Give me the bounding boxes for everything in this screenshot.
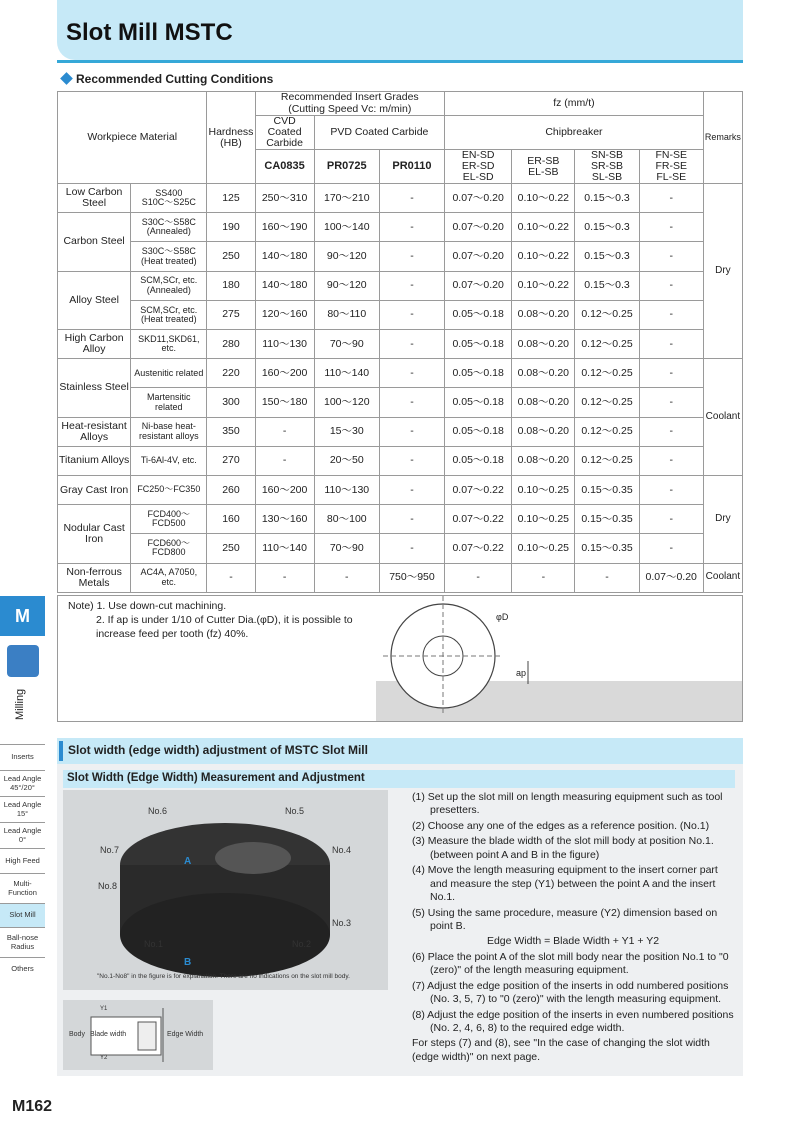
sidebar-item[interactable]: Slot Mill (0, 903, 45, 927)
material-grade: SCM,SCr, etc. (Annealed) (131, 271, 207, 300)
material-grade: Ni-base heat- resistant alloys (131, 417, 207, 446)
table-cell: 90～120 (314, 242, 379, 271)
table-cell: - (639, 300, 703, 329)
table-cell: 15～30 (314, 417, 379, 446)
sidebar-item[interactable]: Inserts (0, 744, 45, 770)
material-grade: S30C～S58C (Annealed) (131, 213, 207, 242)
table-row (58, 213, 743, 242)
table-cell: 0.05～0.18 (445, 417, 512, 446)
fz-header: fz (mm/t) (445, 92, 704, 116)
pvd-header: PVD Coated Carbide (314, 116, 444, 150)
table-cell: 0.15～0.35 (575, 534, 639, 563)
table-cell: 260 (207, 475, 255, 504)
sidebar-item[interactable]: Ball-nose Radius (0, 927, 45, 957)
table-cell: 0.10～0.22 (512, 242, 575, 271)
table-cell: 100～120 (314, 388, 379, 417)
material-grade: AC4A, A7050, etc. (131, 563, 207, 592)
table-cell: - (639, 330, 703, 359)
page-number: M162 (12, 1098, 53, 1115)
table-cell: - (639, 213, 703, 242)
table-cell: 170～210 (314, 184, 379, 213)
remark-cell: Dry (703, 184, 742, 359)
diag-body: Body (69, 1031, 85, 1038)
table-cell: - (379, 330, 444, 359)
material-group: Carbon Steel (58, 213, 131, 271)
table-cell: - (379, 242, 444, 271)
table-cell: 350 (207, 417, 255, 446)
table-row (58, 446, 743, 475)
table-cell: 0.07～0.20 (639, 563, 703, 592)
table-cell: - (314, 563, 379, 592)
step-text: (3) Measure the blade width of the slot mill body at position No.1. (between point A and B in the figure) (412, 835, 714, 861)
table-cell: 0.08～0.20 (512, 388, 575, 417)
table-cell: - (639, 359, 703, 388)
table-cell: - (379, 446, 444, 475)
step-text: (7) Adjust the edge position of the inserts in odd numbered positions (No. 3, 5, 7) to "0 (zero)" with the length measuring equipment. (412, 979, 729, 1006)
table-cell: - (379, 300, 444, 329)
table-cell: - (379, 534, 444, 563)
grades-header (255, 92, 445, 116)
table-cell: 250 (207, 534, 255, 563)
insert-rect (138, 1022, 156, 1050)
table-cell: - (639, 505, 703, 534)
table-cell: - (639, 475, 703, 504)
table-cell: 0.15～0.3 (575, 213, 639, 242)
table-cell: 80～100 (314, 505, 379, 534)
table-row (58, 330, 743, 359)
table-cell: 750～950 (379, 563, 444, 592)
table-cell: 0.07～0.22 (445, 475, 512, 504)
chipbreaker-4: FN-SE FR-SE FL-SE (639, 150, 703, 184)
table-cell: 0.15～0.3 (575, 242, 639, 271)
step-text: For steps (7) and (8), see "In the case of changing the slot width (edge width)" on next page. (412, 1037, 710, 1063)
material-group: Low Carbon Steel (58, 184, 131, 213)
table-cell: - (379, 417, 444, 446)
table-cell: - (379, 505, 444, 534)
table-cell: 0.10～0.25 (512, 505, 575, 534)
table-row (58, 417, 743, 446)
table-cell: 0.08～0.20 (512, 417, 575, 446)
workpiece-header: Workpiece Material (58, 92, 207, 184)
grade-ca0835: CA0835 (255, 150, 314, 184)
table-cell: 0.12～0.25 (575, 446, 639, 475)
edge-width-diagram (63, 1000, 213, 1070)
table-cell: 160～200 (255, 359, 314, 388)
table-cell: 110～140 (314, 359, 379, 388)
table-row (58, 475, 743, 504)
label-no3: No.3 (332, 918, 352, 928)
table-cell: 125 (207, 184, 255, 213)
step-text: (2) Choose any one of the edges as a reference position. (No.1) (412, 819, 710, 832)
table-row (58, 359, 743, 388)
table-row (58, 563, 743, 592)
table-cell: 140～180 (255, 271, 314, 300)
table-cell: 90～120 (314, 271, 379, 300)
material-group: Stainless Steel (58, 359, 131, 417)
diag-y2: Y2 (100, 1055, 108, 1061)
table-row (58, 534, 743, 563)
material-grade: SS400 S10C～S25C (131, 184, 207, 213)
diag-edge: Edge Width (167, 1031, 204, 1038)
table-cell: - (639, 534, 703, 563)
milling-icon (7, 645, 39, 677)
table-cell: 0.12～0.25 (575, 388, 639, 417)
table-cell: 110～130 (314, 475, 379, 504)
table-cell: 0.12～0.25 (575, 417, 639, 446)
table-cell: 150～180 (255, 388, 314, 417)
mill-bottom (120, 893, 330, 977)
note-1: Note) 1. Use down-cut machining. (68, 600, 227, 612)
step-text: (1) Set up the slot mill on length measuring equipment such as tool presetters. (412, 791, 723, 817)
sidebar-item[interactable]: Lead Angle 45°/20° (0, 770, 45, 796)
table-cell: 0.08～0.20 (512, 300, 575, 329)
table-cell: 0.07～0.20 (445, 271, 512, 300)
phid-label: φD (496, 612, 509, 622)
milling-label-box (0, 690, 45, 730)
table-cell: 0.15～0.3 (575, 184, 639, 213)
remark-cell: Coolant (703, 563, 742, 592)
material-grade: Austenitic related (131, 359, 207, 388)
table-cell: - (512, 563, 575, 592)
table-cell: 0.10～0.22 (512, 184, 575, 213)
material-group: Heat-resistant Alloys (58, 417, 131, 446)
table-cell: - (639, 388, 703, 417)
table-cell: 0.12～0.25 (575, 330, 639, 359)
material-grade: SCM,SCr, etc. (Heat treated) (131, 300, 207, 329)
table-cell: - (255, 446, 314, 475)
table-row (58, 388, 743, 417)
table-cell: 0.15～0.35 (575, 505, 639, 534)
material-group: Alloy Steel (58, 271, 131, 329)
table-cell: 0.05～0.18 (445, 359, 512, 388)
label-point-a: A (184, 856, 192, 867)
chipbreaker-2: ER-SB EL-SB (512, 150, 575, 184)
table-cell: - (255, 417, 314, 446)
table-cell: 190 (207, 213, 255, 242)
table-row (58, 271, 743, 300)
table-cell: - (575, 563, 639, 592)
remark-cell: Dry (703, 475, 742, 563)
page-title: Slot Mill MSTC (66, 19, 233, 46)
block-subtitle: Slot Width (Edge Width) Measurement and Adjustment (63, 770, 735, 788)
label-no7: No.7 (100, 845, 120, 855)
chipbreaker-header: Chipbreaker (445, 116, 704, 150)
table-cell: 70～90 (314, 330, 379, 359)
cvd-header: CVD Coated Carbide (255, 116, 314, 150)
diag-blade: Blade width (90, 1031, 127, 1038)
milling-label: Milling (14, 688, 26, 720)
material-grade: Martensitic related (131, 388, 207, 417)
table-cell: 70～90 (314, 534, 379, 563)
table-cell: 160～200 (255, 475, 314, 504)
section-heading-text: Recommended Cutting Conditions (76, 72, 274, 86)
material-grade: SKD11,SKD61, etc. (131, 330, 207, 359)
hardness-header (207, 92, 255, 184)
speed-text: (Cutting Speed Vc: m/min) (288, 102, 412, 115)
grade-pr0110: PR0110 (379, 150, 444, 184)
material-grade: Ti-6Al-4V, etc. (131, 446, 207, 475)
table-cell: 0.10～0.22 (512, 271, 575, 300)
table-cell: - (639, 446, 703, 475)
block-title: Slot width (edge width) adjustment of MSTC Slot Mill (68, 743, 368, 757)
diamond-icon (60, 72, 73, 85)
table-cell: 0.15～0.35 (575, 475, 639, 504)
table-cell: 0.15～0.3 (575, 271, 639, 300)
table-cell: 0.08～0.20 (512, 359, 575, 388)
table-cell: 120～160 (255, 300, 314, 329)
material-group: High Carbon Alloy (58, 330, 131, 359)
table-cell: 160 (207, 505, 255, 534)
table-cell: 0.05～0.18 (445, 300, 512, 329)
table-cell: 220 (207, 359, 255, 388)
label-no4: No.4 (332, 845, 352, 855)
remark-cell: Coolant (703, 359, 742, 476)
table-cell: 250 (207, 242, 255, 271)
step-text: (4) Move the length measuring equipment to the insert corner part and measure the step (Y1) between the point A and the insert No.1. (412, 864, 718, 904)
table-row (58, 242, 743, 271)
remarks-header: Remarks (703, 92, 742, 184)
step-text: (6) Place the point A of the slot mill body near the position No.1 to "0 (zero)" of the length measuring equipment. (412, 950, 729, 977)
material-group: Titanium Alloys (58, 446, 131, 475)
grades-text: Recommended Insert Grades (280, 91, 419, 104)
material-grade: FCD400～FCD500 (131, 505, 207, 534)
table-cell: - (639, 184, 703, 213)
chipbreaker-3: SN-SB SR-SB SL-SB (575, 150, 639, 184)
material-group: Gray Cast Iron (58, 475, 131, 504)
table-cell: 0.12～0.25 (575, 359, 639, 388)
chipbreaker-1: EN-SD ER-SD EL-SD (445, 150, 512, 184)
table-cell: - (207, 563, 255, 592)
material-grade: FC250～FC350 (131, 475, 207, 504)
table-cell: 250～310 (255, 184, 314, 213)
adjustment-steps (412, 791, 734, 1066)
table-cell: - (445, 563, 512, 592)
table-cell: 280 (207, 330, 255, 359)
table-cell: 0.12～0.25 (575, 300, 639, 329)
sidebar-item[interactable]: Lead Angle 0° (0, 822, 45, 848)
material-grade: S30C～S58C (Heat treated) (131, 242, 207, 271)
mill-hub (215, 842, 291, 874)
table-cell: 0.10～0.22 (512, 213, 575, 242)
diag-y1: Y1 (100, 1006, 108, 1012)
table-cell: 275 (207, 300, 255, 329)
sidebar-nav (0, 744, 45, 981)
table-cell: 0.07～0.20 (445, 213, 512, 242)
label-no1: No.1 (144, 939, 164, 949)
table-cell: - (379, 184, 444, 213)
table-cell: 0.07～0.20 (445, 242, 512, 271)
material-grade: FCD600～FCD800 (131, 534, 207, 563)
hardness-text: Hardness (208, 125, 254, 138)
table-cell: 0.07～0.20 (445, 184, 512, 213)
label-no2: No.2 (292, 939, 312, 949)
table-cell: 0.05～0.18 (445, 446, 512, 475)
table-cell: 180 (207, 271, 255, 300)
ap-label: ap (516, 668, 527, 678)
block-header (57, 738, 743, 764)
table-cell: 130～160 (255, 505, 314, 534)
grade-pr0725: PR0725 (314, 150, 379, 184)
table-cell: 160～190 (255, 213, 314, 242)
table-cell: 110～140 (255, 534, 314, 563)
step-text: (8) Adjust the edge position of the inserts in even numbered positions (No. 2, 4, 6, 8) to the required edge width. (412, 1008, 734, 1034)
table-cell: - (639, 417, 703, 446)
table-cell: 20～50 (314, 446, 379, 475)
table-cell: 110～130 (255, 330, 314, 359)
table-cell: 270 (207, 446, 255, 475)
table-row (58, 505, 743, 534)
table-cell: - (639, 271, 703, 300)
table-cell: - (379, 271, 444, 300)
table-cell: 300 (207, 388, 255, 417)
table-cell: 0.08～0.20 (512, 446, 575, 475)
table-cell: 140～180 (255, 242, 314, 271)
table-cell: - (255, 563, 314, 592)
material-group: Non-ferrous Metals (58, 563, 131, 592)
sidebar-item[interactable]: Multi- Function (0, 873, 45, 903)
table-cell: - (379, 213, 444, 242)
label-no6: No.6 (148, 806, 168, 816)
table-row (58, 300, 743, 329)
table-cell: - (379, 388, 444, 417)
label-no8: No.8 (98, 881, 118, 891)
sidebar-item[interactable]: High Feed (0, 848, 45, 873)
table-cell: 0.10～0.25 (512, 475, 575, 504)
label-no5: No.5 (285, 806, 305, 816)
section-tab-m[interactable]: M (0, 596, 45, 636)
table-cell: 0.08～0.20 (512, 330, 575, 359)
material-group: Nodular Cast Iron (58, 505, 131, 563)
sidebar-item[interactable]: Others (0, 957, 45, 981)
table-row (58, 184, 743, 213)
table-cell: - (379, 475, 444, 504)
note-2: 2. If ap is under 1/10 of Cutter Dia.(φD), it is possible to increase feed per tooth (fz) 40%. (96, 614, 353, 640)
table-cell: 0.05～0.18 (445, 388, 512, 417)
table-cell: 0.07～0.22 (445, 534, 512, 563)
step-text: Edge Width = Blade Width + Y1 + Y2 (486, 935, 660, 948)
step-text: (5) Using the same procedure, measure (Y2) dimension based on point B. (412, 906, 718, 932)
table-cell: 0.07～0.22 (445, 505, 512, 534)
table-cell: - (379, 359, 444, 388)
table-cell: 100～140 (314, 213, 379, 242)
table-cell: 80～110 (314, 300, 379, 329)
table-cell: 0.10～0.25 (512, 534, 575, 563)
sidebar-item[interactable]: Lead Angle 15° (0, 796, 45, 822)
table-cell: 0.05～0.18 (445, 330, 512, 359)
hb-text: (HB) (220, 136, 242, 149)
photo-caption: "No.1-No8" in the figure is for explanation. There are no indications on the slot mill body. (97, 973, 350, 980)
cutting-conditions-table (57, 91, 743, 593)
label-point-b: B (184, 957, 192, 968)
table-cell: - (639, 242, 703, 271)
section-heading (62, 72, 273, 86)
